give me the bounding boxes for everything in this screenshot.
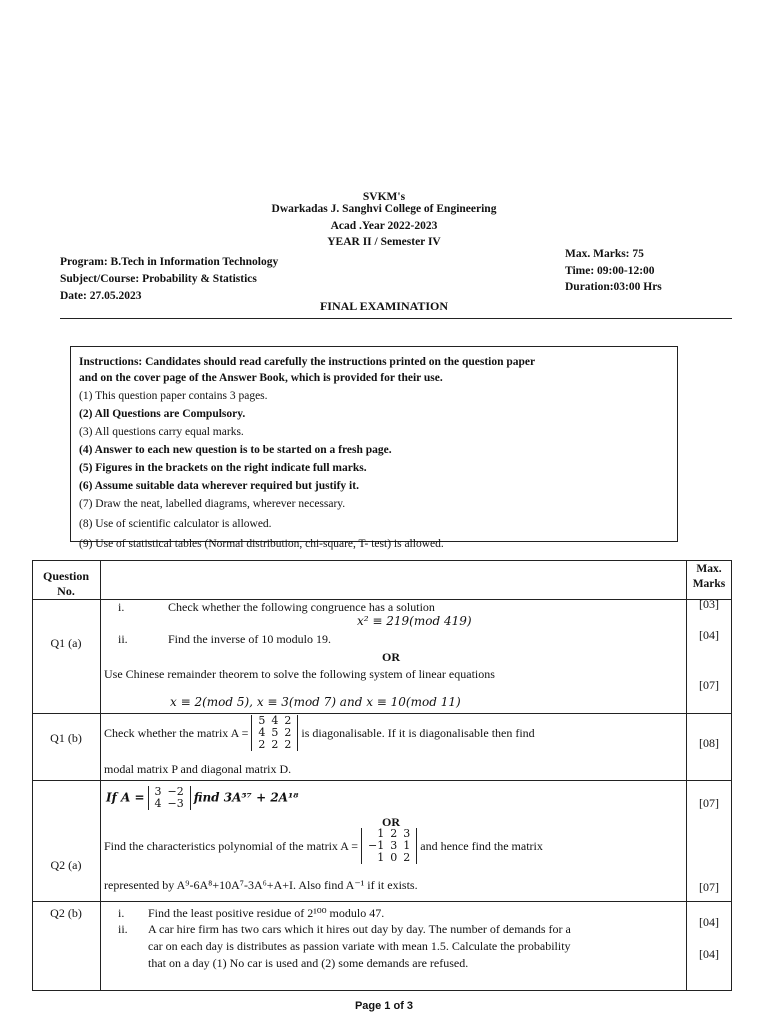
q2a-or: OR [382,815,400,829]
col-header-question-line: No. [57,584,75,598]
q1a-crt-equation: x ≡ 2(mod 5), x ≡ 3(mod 7) and x ≡ 10(mod 11) [170,695,461,709]
matrix-cell: −3 [167,797,184,810]
q1b-marks: [08] [699,736,719,750]
subject-line: Subject/Course: Probability & Statistics [60,273,257,285]
header-rule [60,318,732,319]
table-divider [100,560,101,991]
institute-name: SVKM's [362,191,406,203]
instruction-item: (6) Assume suitable data wherever required but justify it. [79,480,359,492]
program-line: Program: B.Tech in Information Technology [60,256,279,268]
q2a-matrix-a [148,786,191,810]
instruction-item: (8) Use of scientific calculator is allowed. [79,518,272,530]
instruction-item: (4) Answer to each new question is to be started on a fresh page. [79,444,392,456]
q1b-text-2: modal matrix P and diagonal matrix D. [104,762,292,776]
matrix-cell: −1 [368,839,385,852]
matrix-cell: 2 [271,738,279,751]
matrix-cell: 2 [403,851,411,864]
q1a-marks-ii: [04] [699,628,719,642]
q1a-label: Q1 (a) [50,636,82,650]
academic-year: Acad .Year 2022-2023 [330,220,438,232]
q2a-if-pre: If A = [106,790,145,805]
q2b-ii-number: ii. [118,922,128,936]
exam-title: FINAL EXAMINATION [319,299,449,313]
q2a-if-line [106,786,299,810]
page-number: Page 1 of 3 [354,1000,414,1012]
q1a-or: OR [382,650,400,664]
q2b-i-number: i. [118,906,125,920]
instructions-intro-1: Instructions: Candidates should read carefully the instructions printed on the question paper [79,356,536,368]
q1a-i-number: i. [118,600,125,614]
matrix-cell: 3 [390,839,398,852]
q1b-matrix [251,715,298,751]
q1b-text-post: is diagonalisable. If it is diagonalisable then find [301,725,535,740]
matrix-cell: 4 [258,726,266,739]
q1b-text-pre: Check whether the matrix A = [104,725,249,740]
instruction-item: (3) All questions carry equal marks. [79,426,244,438]
matrix-cell: 0 [390,851,398,864]
matrix-cell: 2 [284,726,292,739]
q1a-i-equation: x² ≡ 219(mod 419) [357,614,472,628]
q2a-char-post: and hence find the matrix [420,838,543,853]
time-line: Time: 09:00-12:00 [565,265,655,277]
matrix-cell: 3 [403,827,411,840]
q2a-char-2: represented by A⁹-6A⁸+10A⁷-3A⁶+A+I. Also find A⁻¹ if it exists. [104,878,418,892]
matrix-cell: 4 [271,714,279,727]
instruction-item: (9) Use of statistical tables (Normal distribution, chi-square, T- test) is allowed. [79,538,444,550]
matrix-cell: 5 [271,726,279,739]
q2a-marks-1: [07] [699,796,719,810]
year-semester: YEAR II / Semester IV [327,236,441,248]
q2a-matrix-b [361,828,417,864]
table-row-divider [32,780,732,781]
q2a-if-post: find 3A⁵⁷ + 2A¹⁸ [193,790,299,805]
matrix-cell: 2 [258,738,266,751]
instructions-box [70,346,678,550]
matrix-cell: 2 [390,827,398,840]
q1b-label: Q1 (b) [50,731,82,745]
q2a-char-line [104,828,543,864]
col-header-question [32,569,100,599]
matrix-cell: 3 [154,785,162,798]
matrix-cell: 1 [377,827,385,840]
instruction-item: (1) This question paper contains 3 pages. [79,390,268,402]
instructions-intro-2: and on the cover page of the Answer Book, which is provided for their use. [79,372,443,384]
matrix-cell: −2 [167,785,184,798]
instruction-item: (7) Draw the neat, labelled diagrams, wherever necessary. [79,498,346,510]
q1a-i-text: Check whether the following congruence has a solution [168,600,435,614]
q2b-ii-line-2: car on each day is distributes as passion variate with mean 1.5. Calculate the probability [148,939,571,953]
q1b-question-line [104,715,535,751]
col-header-marks-line: Max. [696,563,722,575]
q2b-label: Q2 (b) [50,906,82,920]
table-row-divider [32,901,732,902]
duration-line: Duration:03:00 Hrs [565,281,662,293]
col-header-marks-line: Marks [692,578,726,590]
q2b-marks-i: [04] [699,915,719,929]
q2a-label: Q2 (a) [50,858,82,872]
instruction-item: (2) All Questions are Compulsory. [79,408,246,420]
matrix-cell: 1 [403,839,411,852]
max-marks-line: Max. Marks: 75 [565,248,644,260]
q1a-marks-i: [03] [699,597,719,611]
matrix-cell: 4 [154,797,162,810]
q2a-marks-2: [07] [699,880,719,894]
matrix-cell: 5 [258,714,266,727]
matrix-cell: 2 [284,714,292,727]
col-header-marks [686,562,732,592]
instruction-item: (5) Figures in the brackets on the right indicate full marks. [79,462,367,474]
q1a-marks-crt: [07] [699,678,719,692]
matrix-cell: 2 [284,738,292,751]
date-line: Date: 27.05.2023 [60,290,142,302]
q1a-crt-text: Use Chinese remainder theorem to solve the following system of linear equations [104,667,495,681]
matrix-cell: 1 [377,851,385,864]
table-row-divider [32,713,732,714]
q2b-ii-line-3: that on a day (1) No car is used and (2) some demands are refused. [148,956,469,970]
q2b-i-text: Find the least positive residue of 2¹⁰⁰ modulo 47. [148,906,385,920]
college-name: Dwarkadas J. Sanghvi College of Engineering [271,203,497,215]
q2b-ii-line-1: A car hire firm has two cars which it hires out day by day. The number of demands for a [148,922,571,936]
col-header-question-line: Question [42,569,89,583]
q1a-ii-number: ii. [118,632,128,646]
q2b-marks-ii: [04] [699,947,719,961]
q1a-ii-text: Find the inverse of 10 modulo 19. [168,632,331,646]
q2a-char-pre: Find the characteristics polynomial of the matrix A = [104,838,359,853]
